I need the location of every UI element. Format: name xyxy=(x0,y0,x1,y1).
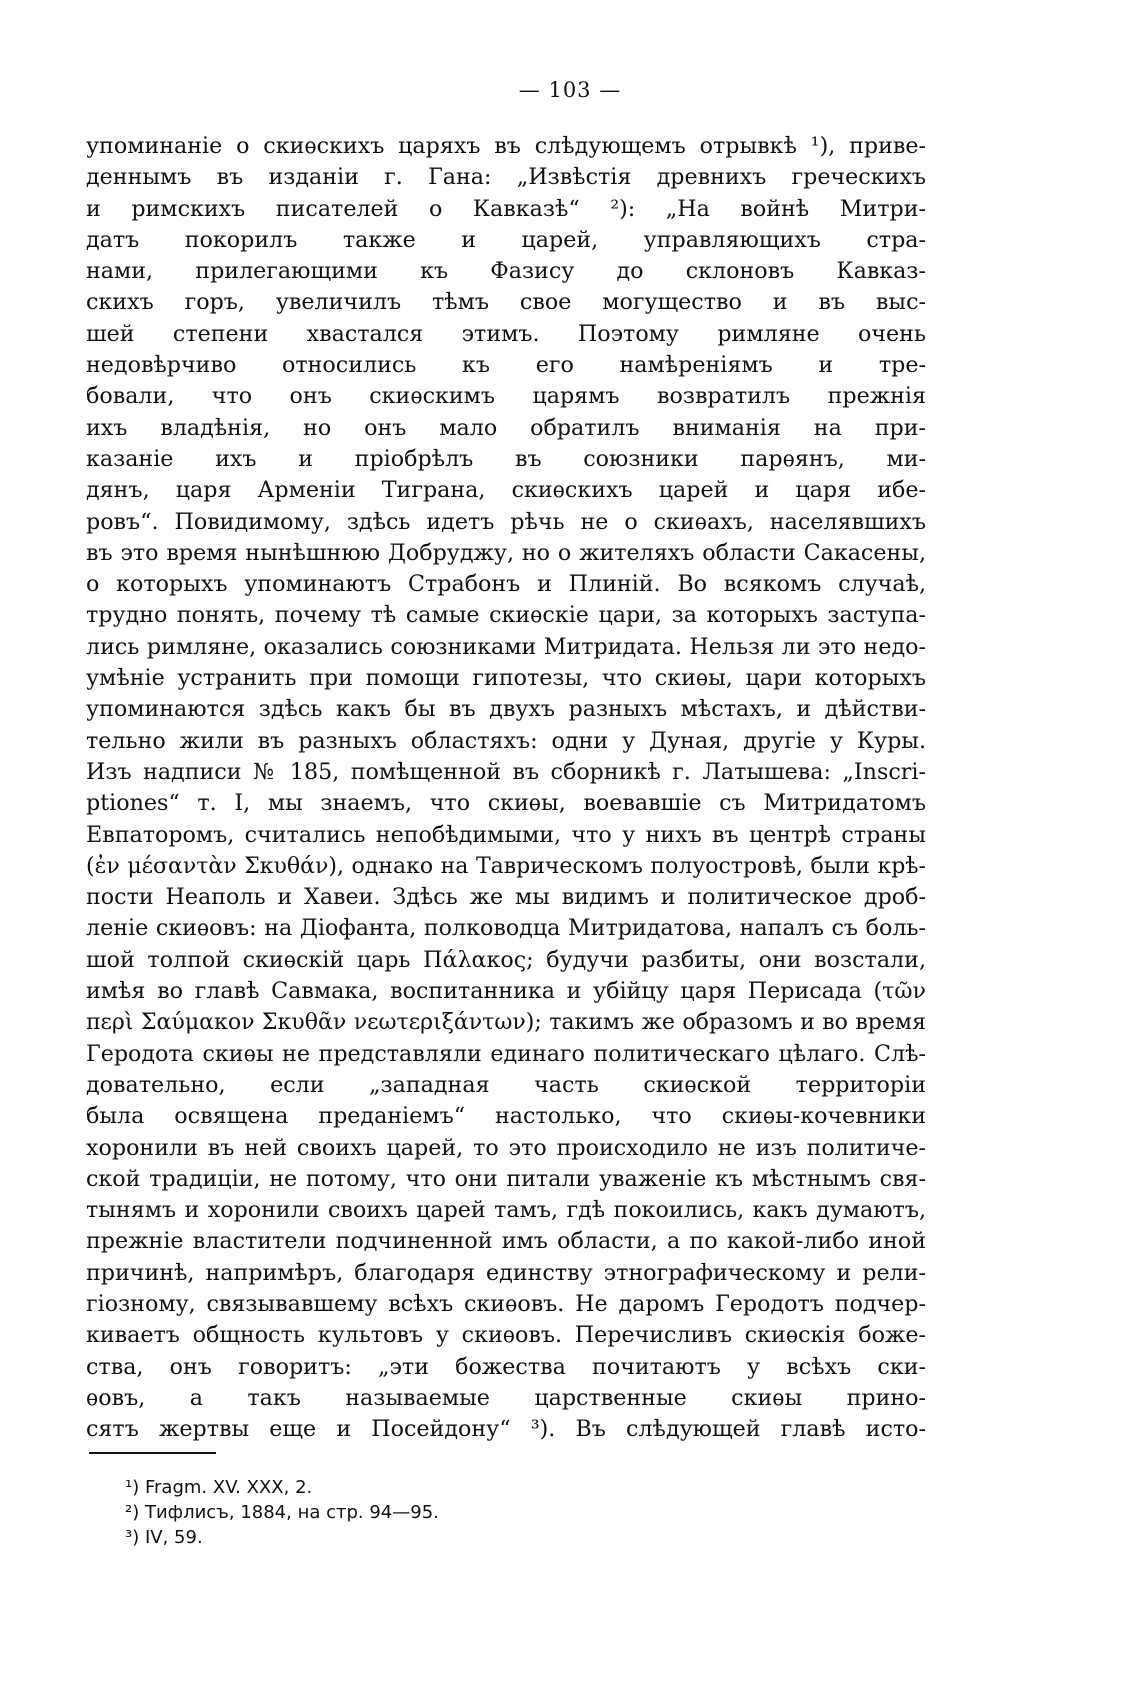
text-line: пости Неаполь и Хавеи. Здѣсь же мы видимъ и политическое дроб- xyxy=(86,884,926,911)
text-line: деннымъ въ изданіи г. Гана: „Извѣстія древнихъ греческихъ xyxy=(86,164,926,191)
text-line: казаніе ихъ и пріобрѣлъ въ союзники парѳянъ, ми- xyxy=(86,445,926,472)
text-line: шой толпой скиѳскій царь Πάλακος; будучи разбиты, они возстали, xyxy=(86,946,926,973)
text-line: тынямъ и хоронили своихъ царей тамъ, гдѣ покоились, какъ думаютъ, xyxy=(86,1197,926,1224)
text-line: ѳовъ, а такъ называемые царственные скиѳы прино- xyxy=(86,1384,926,1411)
text-line: сятъ жертвы еще и Посейдону“ ³). Въ слѣдующей главѣ исто- xyxy=(86,1416,926,1443)
text-line: Изъ надписи № 185, помѣщенной въ сборникѣ г. Латышева: „Inscri- xyxy=(86,758,926,785)
text-line: шей степени хвастался этимъ. Поэтому римляне очень xyxy=(86,320,926,347)
text-line: тельно жили въ разныхъ областяхъ: одни у Дуная, другіе у Куры. xyxy=(86,727,926,754)
text-line: и римскихъ писателей о Кавказѣ“ ²): „На войнѣ Митри- xyxy=(86,195,926,222)
text-line: ской традиціи, не потому, что они питали уваженіе къ мѣстнымъ свя- xyxy=(86,1165,926,1192)
text-line: прежніе властители подчиненной имъ области, а по какой-либо иной xyxy=(86,1228,926,1255)
text-line: трудно понять, почему тѣ самые скиѳскіе цари, за которыхъ заступа- xyxy=(86,602,926,629)
text-line: причинѣ, напримѣръ, благодаря единству этнографическому и рели- xyxy=(86,1259,926,1286)
footnote-1 xyxy=(125,1475,625,1500)
text-line: киваетъ общность культовъ у скиѳовъ. Перечисливъ скиѳскія боже- xyxy=(86,1322,926,1349)
text-line: хоронили въ ней своихъ царей, то это происходило не изъ политиче- xyxy=(86,1134,926,1161)
text-line: довательно, если „западная часть скиѳской территоріи xyxy=(86,1071,926,1098)
text-line: умѣніе устранить при помощи гипотезы, что скиѳы, цари которыхъ xyxy=(86,665,926,692)
text-line: упоминаніе о скиѳскихъ царяхъ въ слѣдующемъ отрывкѣ ¹), приве- xyxy=(86,133,926,159)
text-line: ства, онъ говоритъ: „эти божества почитаютъ у всѣхъ ски- xyxy=(86,1353,926,1380)
footnote-marker: ¹) xyxy=(125,1477,140,1498)
footnote-separator xyxy=(89,1452,216,1454)
text-line: бовали, что онъ скиѳскимъ царямъ возвратилъ прежнія xyxy=(86,383,926,410)
body-text xyxy=(86,131,926,1445)
footnote-text: Fragm. XV. XXX, 2. xyxy=(144,1477,313,1498)
text-line: недовѣрчиво относились къ его намѣреніямъ и тре- xyxy=(86,352,926,379)
text-line: гіозному, связывавшему всѣхъ скиѳовъ. Не даромъ Геродотъ подчер- xyxy=(86,1290,926,1317)
text-line: въ это время нынѣшнюю Добруджу, но о жителяхъ области Сакасены, xyxy=(86,539,926,566)
footnote-text: IV, 59. xyxy=(144,1527,203,1548)
text-line: скихъ горъ, увеличилъ тѣмъ свое могущество и въ выс- xyxy=(86,289,926,316)
text-line: была освящена преданіемъ“ настолько, что скиѳы-кочевники xyxy=(86,1103,926,1130)
text-line: имѣя во главѣ Савмака, воспитанника и убійцу царя Перисада (τῶν xyxy=(86,978,926,1005)
text-line: лись римляне, оказались союзниками Митридата. Нельзя ли это недо- xyxy=(86,633,926,660)
text-line: ровъ“. Повидимому, здѣсь идетъ рѣчь не о скиѳахъ, населявшихъ xyxy=(86,508,926,535)
footnote-text: Тифлисъ, 1884, на стр. 94—95. xyxy=(144,1502,439,1523)
text-line: датъ покорилъ также и царей, управляющихъ стра- xyxy=(86,226,926,253)
footnote-3 xyxy=(125,1525,625,1550)
text-line: леніе скиѳовъ: на Діофанта, полководца Митридатова, напалъ съ боль- xyxy=(86,915,926,942)
text-line: ptiones“ т. I, мы знаемъ, что скиѳы, воевавшіе съ Митридатомъ xyxy=(86,790,926,817)
text-line: Геродота скиѳы не представляли единаго политическаго цѣлаго. Слѣ- xyxy=(86,1040,926,1067)
footnote-marker: ³) xyxy=(125,1527,140,1548)
text-line: (ἐν μέσαντὰν Σκυθάν), однако на Таврическомъ полуостровѣ, были крѣ- xyxy=(86,853,926,879)
footnotes xyxy=(125,1475,625,1550)
footnote-marker: ²) xyxy=(125,1502,140,1523)
text-line: περὶ Σαύμακον Σκυθᾶν νεωτεριξάντων); такимъ же образомъ и во время xyxy=(86,1010,926,1036)
text-line: ихъ владѣнія, но онъ мало обратилъ вниманія на при- xyxy=(86,414,926,441)
text-line: нами, прилегающими къ Фазису до склоновъ Кавказ- xyxy=(86,258,926,285)
text-line: упоминаются здѣсь какъ бы въ двухъ разныхъ мѣстахъ, и дѣйстви- xyxy=(86,696,926,723)
text-line: Евпаторомъ, считались непобѣдимыми, что у нихъ въ центрѣ страны xyxy=(86,821,926,848)
footnote-2 xyxy=(125,1500,625,1525)
text-line: дянъ, царя Арменіи Тиграна, скиѳскихъ царей и царя ибе- xyxy=(86,477,926,504)
page-number: — 103 — xyxy=(518,78,622,102)
text-line: о которыхъ упоминаютъ Страбонъ и Плиній. Во всякомъ случаѣ, xyxy=(86,571,926,598)
